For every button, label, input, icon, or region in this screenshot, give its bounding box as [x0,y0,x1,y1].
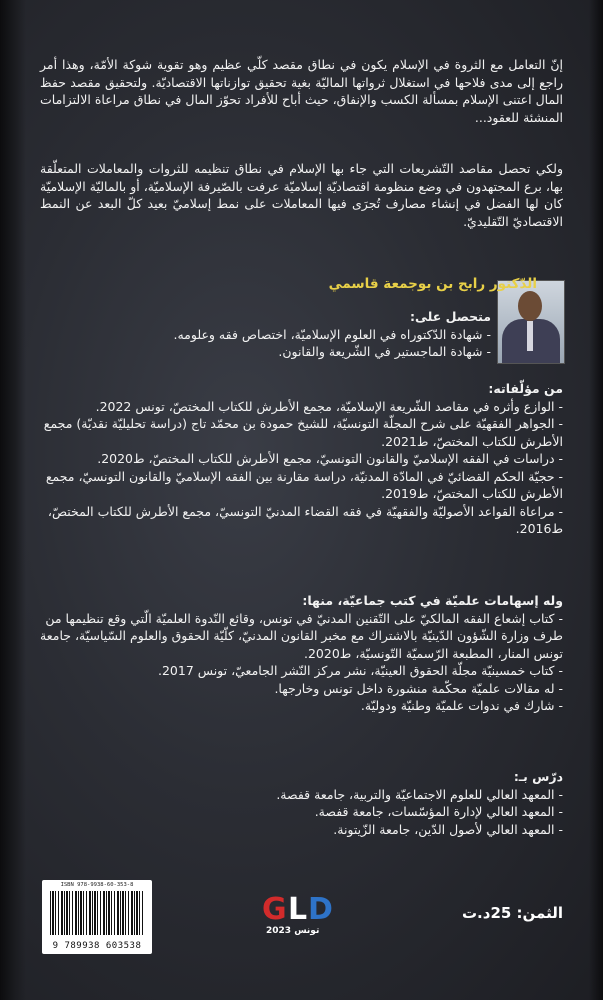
list-item: - الجواهر الفقهيّة على شرح المجلّة التونسيّة، للشيخ حمودة بن محمّد تاج (دراسة تحليليّة نقديّة) مجمع الأطرش للكتاب المختصّ، ط2021. [43,416,563,449]
isbn-label: ISBN 978-9938-60-353-8 [60,882,134,888]
works-section [40,380,563,538]
cover-left-edge [0,0,26,1000]
list-item: - كتاب إشعاع الفقه المالكيّ على التّقنين المدنيّ في تونس، وقائع النّدوة العلميّة الّتي وقع تنظيمها من طرف وزارة الشّؤون الدّينيّة بالاشتراك مع مخبر القانون المدنيّ، كلّيّة الحقوق والعلوم السّياسيّة، جامعة تونس المنار، المطبعة الرّسميّة التّونسيّة، ط2020. [40,610,563,661]
portrait-tie [527,321,533,351]
teaching-section [40,768,563,838]
works-heading: من مؤلّفاته: [488,381,563,396]
price-label: الثمن: 25د.ت [461,904,563,922]
list-item: - الوازع وأثره في مقاصد الشّريعة الإسلاميّة، مجمع الأطرش للكتاب المختصّ، تونس 2022. [95,398,563,414]
author-portrait-icon [497,280,565,364]
degrees-list [112,326,491,361]
portrait-head [518,291,542,321]
degrees-section [112,308,491,361]
list-item: - مراعاة القواعد الأصوليّة والفقهيّة في فقه القضاء المدنيّ التونسيّ، مجمع الأطرش للكتاب المختصّ، ط2016. [47,503,563,536]
list-item: - شهادة الماجستير في الشّريعة والقانون. [278,344,491,359]
list-item: - شهادة الدّكتوراه في العلوم الإسلاميّة، اختصاص فقه وعلومه. [173,326,491,342]
teaching-list [40,786,563,839]
isbn-barcode [42,880,152,954]
isbn-number: 9 789938 603538 [52,941,142,951]
barcode-bars-icon [50,891,144,935]
logo-letter-d: D [308,892,333,927]
list-item: - المعهد العالي لأصول الدّين، جامعة الزّيتونة. [333,821,563,837]
author-name: الدّكتور رابح بن بوجمعة قاسمي [328,276,537,292]
logo-letter-l: L [288,892,308,927]
list-item: - دراسات في الفقه الإسلاميّ والقانون التونسيّ، مجمع الأطرش للكتاب المختصّ، ط2020. [97,451,563,466]
publisher-city-year: تونس 2023 [266,926,320,936]
list-item: - له مقالات علميّة محكّمة منشورة داخل تونس وخارجها. [274,680,563,696]
contributions-list [40,610,563,715]
degrees-heading: متحصل على: [410,309,491,324]
contributions-section [40,592,563,715]
intro-paragraph-1: إنّ التعامل مع الثروة في الإسلام يكون في نطاق مقصد كلّي عظيم وهو تقوية شوكة الأمّة، وهذا أمر راجع إلى مدى فلاحها في استغلال ثرواتها الماليّة بغية تحقيق توازناتها الاقتصاديّة. ولتحقيق مقصد حفظ المال اعتنى الإسلام بمسألة الكسب والإنفاق، حيث أباح للأفراد تحوّز المال في نطاق مراعاة الالتزامات المنشئة للعقود... [40,57,563,125]
publisher-logo [262,892,342,942]
list-item: - المعهد العالي للعلوم الاجتماعيّة والتربية، جامعة قفصة. [276,786,563,802]
list-item: - المعهد العالي لإدارة المؤسّسات، جامعة قفصة. [314,804,563,819]
list-item: - حجيّة الحكم القضائيّ في المادّة المدنيّة، دراسة مقارنة بين الفقه الإسلاميّ والقانون التونسيّ، مجمع الأطرش للكتاب المختصّ، ط2019. [45,468,563,501]
cover-right-edge [589,0,603,1000]
works-list [40,398,563,538]
intro-paragraph-2: ولكي تحصل مقاصد التّشريعات التي جاء بها الإسلام في نطاق تنظيمه للثروات والمعاملات المتعلّقة بها، برع المجتهدون في وضع منظومة اقتصاديّة إسلاميّة عرفت بالصّيرفة الإسلاميّة، أو بالماليّة الإسلاميّة كان لها الفضل في إنشاء مصارف تُجرَى فيها المعاملات على نمط إسلاميّ بعيد كلّ البعد عن النمط الاقتصاديّ التّقليديّ. [40,161,563,229]
list-item: - كتاب خمسينيّة مجلّة الحقوق العينيّة، نشر مركز النّشر الجامعيّ، تونس 2017. [158,663,563,678]
logo-letter-g: G [262,892,287,927]
list-item: - شارك في ندوات علميّة وطنيّة ودوليّة. [360,698,563,713]
teaching-heading: درّس بـ: [513,769,563,784]
contributions-heading: وله إسهامات علميّة في كتب جماعيّة، منها: [302,593,563,608]
